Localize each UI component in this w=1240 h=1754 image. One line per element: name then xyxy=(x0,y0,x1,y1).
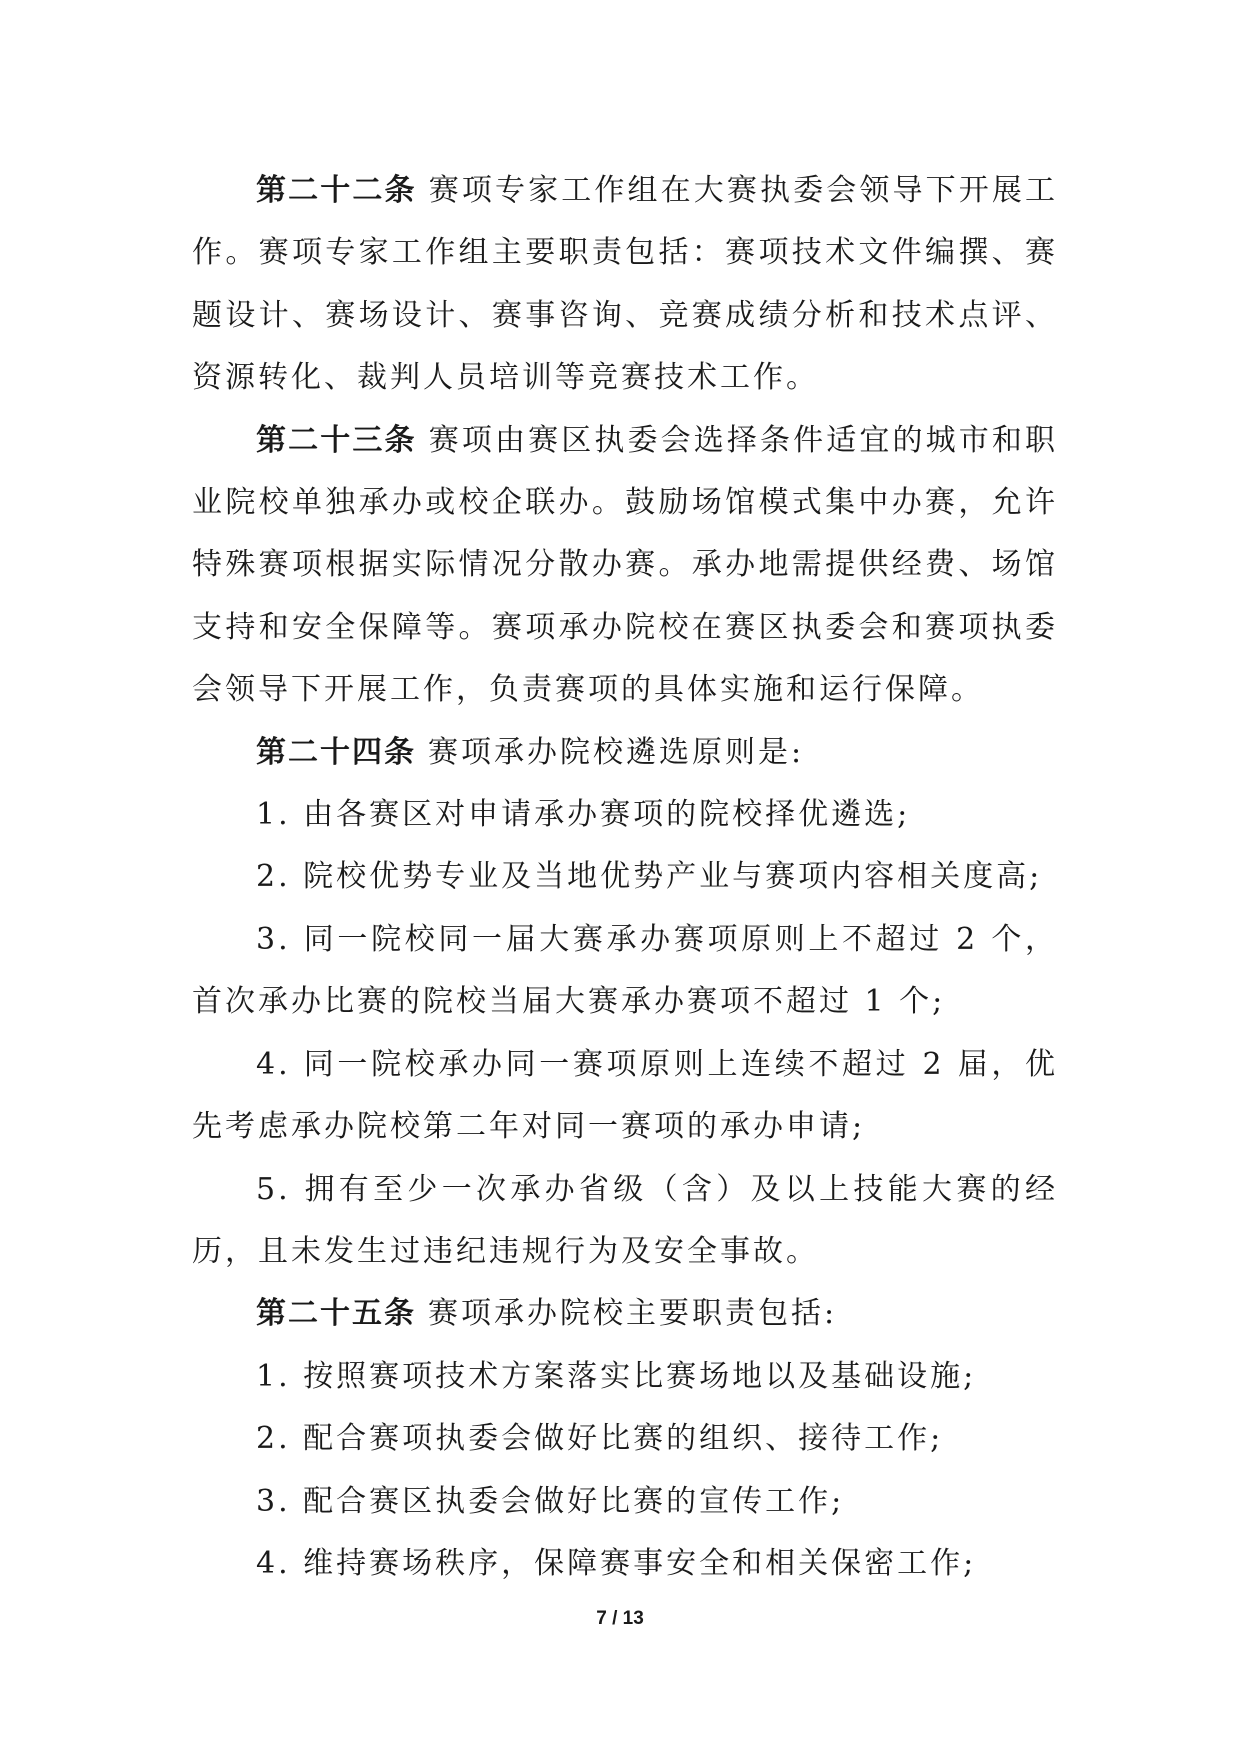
list-item-text: 4. 同一院校承办同一赛项原则上连续不超过 2 届，优先考虑承办院校第二年对同一赛项的承办申请; xyxy=(192,1046,1058,1145)
document-body xyxy=(192,160,1058,1595)
article-paragraph xyxy=(192,1283,1058,1345)
list-item xyxy=(192,784,1058,846)
list-item-text: 3. 同一院校同一届大赛承办赛项原则上不超过 2 个，首次承办比赛的院校当届大赛承办赛项不超过 1 个; xyxy=(192,921,1058,1020)
list-item xyxy=(192,1533,1058,1595)
list-item-text: 3. 配合赛区执委会做好比赛的宣传工作; xyxy=(256,1483,845,1519)
list-item-text: 1. 按照赛项技术方案落实比赛场地以及基础设施; xyxy=(256,1358,977,1394)
list-item xyxy=(192,1346,1058,1408)
list-item xyxy=(192,846,1058,908)
article-text: 赛项专家工作组在大赛执委会领导下开展工作。赛项专家工作组主要职责包括：赛项技术文件编撰、赛题设计、赛场设计、赛事咨询、竞赛成绩分析和技术点评、资源转化、裁判人员培训等竞赛技术工作。 xyxy=(192,173,1058,396)
list-item-text: 4. 维持赛场秩序，保障赛事安全和相关保密工作; xyxy=(256,1545,977,1581)
list-item xyxy=(192,1034,1058,1159)
list-item xyxy=(192,1159,1058,1284)
article-heading: 第二十四条 xyxy=(256,734,416,770)
list-item-text: 5. 拥有至少一次承办省级（含）及以上技能大赛的经历，且未发生过违纪违规行为及安全事故。 xyxy=(192,1171,1058,1269)
article-paragraph xyxy=(192,722,1058,784)
list-item xyxy=(192,1471,1058,1533)
page-number: 7 / 13 xyxy=(596,1608,644,1629)
article-heading: 第二十二条 xyxy=(256,173,417,208)
list-item xyxy=(192,1408,1058,1470)
article-heading: 第二十三条 xyxy=(256,422,417,458)
article-text: 赛项承办院校遴选原则是: xyxy=(428,734,805,770)
article-paragraph xyxy=(192,410,1058,722)
article-heading: 第二十五条 xyxy=(256,1296,416,1332)
article-text: 赛项承办院校主要职责包括: xyxy=(428,1296,838,1332)
article-paragraph xyxy=(192,160,1058,410)
list-item-text: 2. 院校优势专业及当地优势产业与赛项内容相关度高; xyxy=(256,859,1043,895)
article-text: 赛项由赛区执委会选择条件适宜的城市和职业院校单独承办或校企联办。鼓励场馆模式集中办赛，允许特殊赛项根据实际情况分散办赛。承办地需提供经费、场馆支持和安全保障等。赛项承办院校在赛区执委会和赛项执委会领导下开展工作，负责赛项的具体实施和运行保障。 xyxy=(192,422,1058,708)
list-item-text: 2. 配合赛项执委会做好比赛的组织、接待工作; xyxy=(256,1421,944,1457)
list-item-text: 1. 由各赛区对申请承办赛项的院校择优遴选; xyxy=(256,797,911,833)
list-item xyxy=(192,909,1058,1034)
